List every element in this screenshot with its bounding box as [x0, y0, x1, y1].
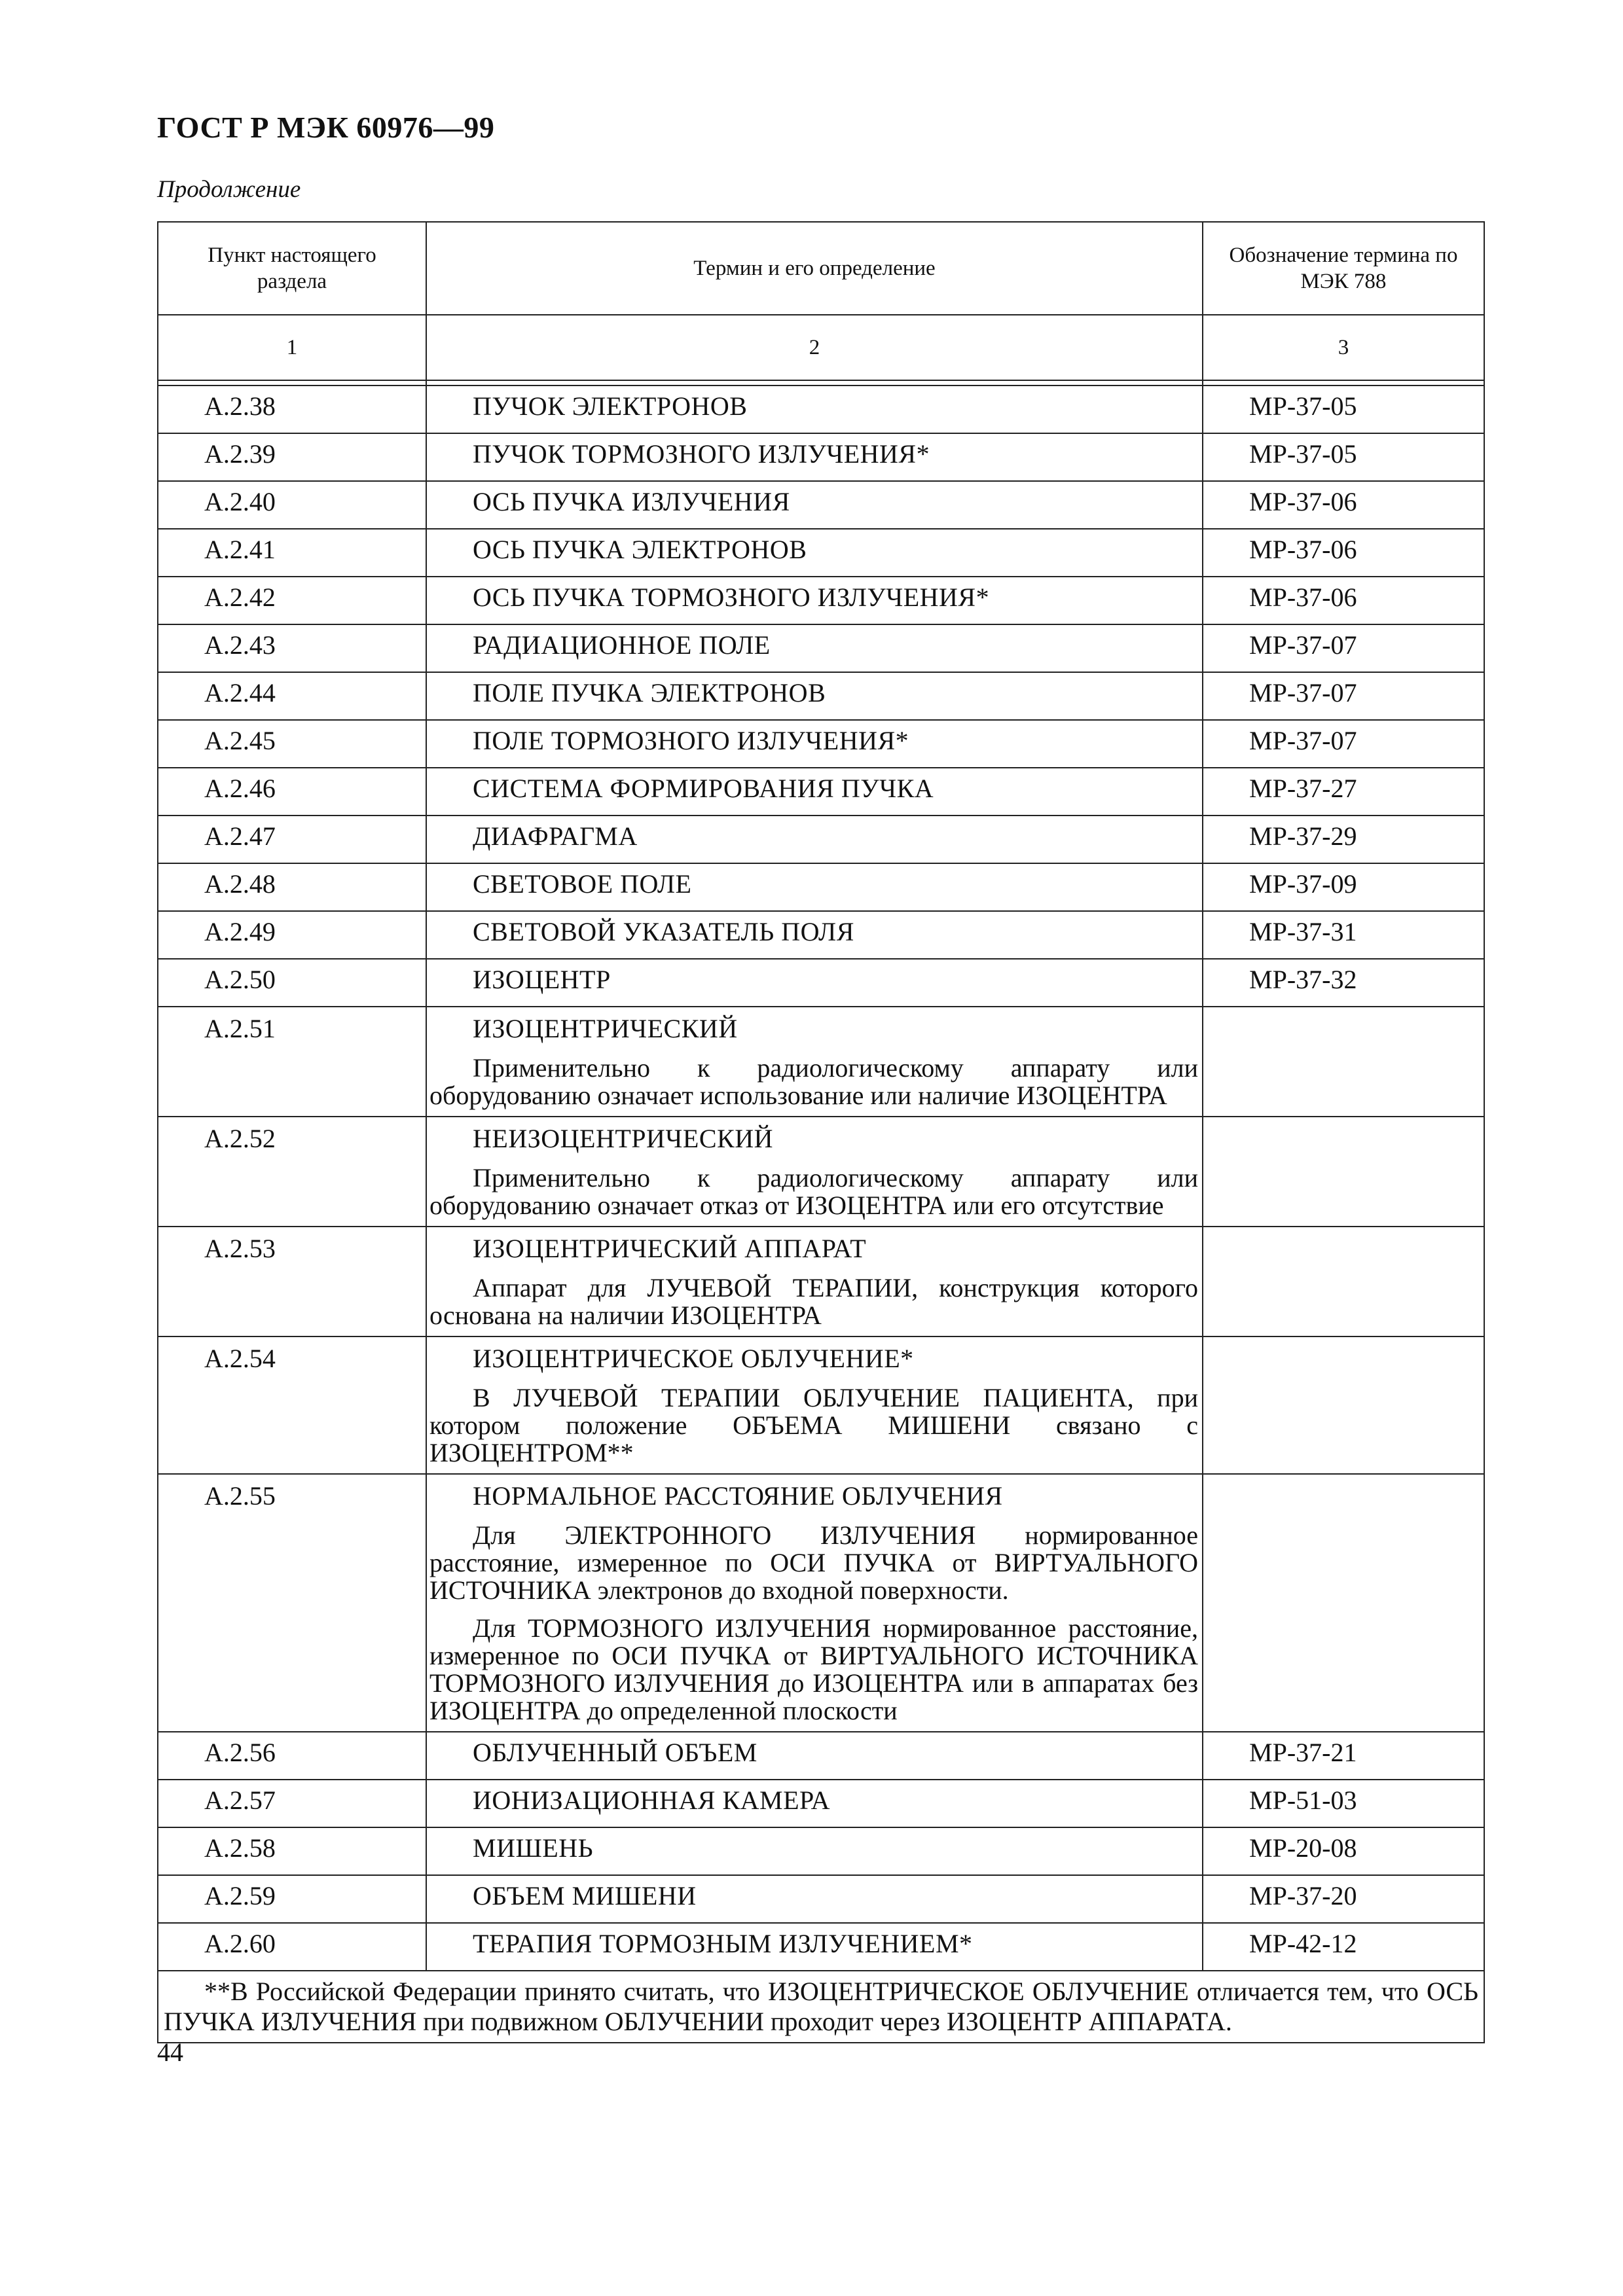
term-cell	[426, 529, 1203, 577]
term-name: ПОЛЕ ТОРМОЗНОГО ИЗЛУЧЕНИЯ*	[473, 726, 909, 755]
term-name: ПУЧОК ЭЛЕКТРОНОВ	[473, 391, 748, 421]
term-definition: В ЛУЧЕВОЙ ТЕРАПИИ ОБЛУЧЕНИЕ ПАЦИЕНТА, при котором положение ОБЪЕМА МИШЕНИ связано с ИЗОЦЕНТРОМ**	[429, 1383, 1198, 1467]
term-definition: Аппарат для ЛУЧЕВОЙ ТЕРАПИИ, конструкция которого основана на наличии ИЗОЦЕНТРА	[429, 1273, 1198, 1330]
table-row	[158, 1780, 1484, 1827]
term-name: ИЗОЦЕНТРИЧЕСКИЙ	[473, 1014, 738, 1043]
column-number: 2	[426, 315, 1203, 380]
footnote-cell	[158, 1971, 1484, 2043]
table-row	[158, 720, 1484, 768]
page-number: 44	[157, 2037, 183, 2067]
term-name: ОСЬ ПУЧКА ТОРМОЗНОГО ИЗЛУЧЕНИЯ*	[473, 583, 990, 612]
item-number-cell: А.2.59	[158, 1875, 426, 1923]
iec-code-cell	[1203, 1336, 1484, 1474]
term-cell	[426, 1007, 1203, 1117]
term-cell	[426, 1474, 1203, 1732]
item-number-cell: А.2.52	[158, 1117, 426, 1227]
column-header-item: Пункт настоящего раздела	[158, 222, 426, 315]
term-cell	[426, 1875, 1203, 1923]
column-number: 3	[1203, 315, 1484, 380]
item-number-cell: А.2.53	[158, 1227, 426, 1336]
term-name: ИЗОЦЕНТРИЧЕСКОЕ ОБЛУЧЕНИЕ*	[473, 1344, 914, 1373]
item-number-cell: А.2.45	[158, 720, 426, 768]
table-row	[158, 481, 1484, 529]
table-row	[158, 768, 1484, 816]
iec-code-cell: МР-37-07	[1203, 672, 1484, 720]
table-row	[158, 386, 1484, 433]
term-name: СВЕТОВОЕ ПОЛЕ	[473, 869, 692, 899]
term-definition: Для ЭЛЕКТРОННОГО ИЗЛУЧЕНИЯ нормированное расстояние, измеренное по ОСИ ПУЧКА от ВИРТУАЛЬНОГО ИСТОЧНИКА электронов до входной поверхности.	[429, 1520, 1198, 1605]
header-separator	[158, 380, 1484, 386]
column-numbers-row	[158, 315, 1484, 380]
term-name: ПОЛЕ ПУЧКА ЭЛЕКТРОНОВ	[473, 678, 826, 708]
iec-code-cell: МР-37-05	[1203, 433, 1484, 481]
item-number-cell: А.2.43	[158, 624, 426, 672]
term-name: ОБЛУЧЕННЫЙ ОБЪЕМ	[473, 1738, 757, 1767]
term-cell	[426, 481, 1203, 529]
table-row	[158, 1732, 1484, 1780]
term-cell	[426, 1117, 1203, 1227]
table-row	[158, 816, 1484, 863]
item-number-cell: А.2.56	[158, 1732, 426, 1780]
term-name: ИЗОЦЕНТРИЧЕСКИЙ АППАРАТ	[473, 1234, 867, 1263]
column-number: 1	[158, 315, 426, 380]
term-name: ПУЧОК ТОРМОЗНОГО ИЗЛУЧЕНИЯ*	[473, 439, 930, 469]
table-row	[158, 1875, 1484, 1923]
table-row	[158, 1117, 1484, 1227]
item-number-cell: А.2.57	[158, 1780, 426, 1827]
iec-code-cell	[1203, 1117, 1484, 1227]
term-name: ОБЪЕМ МИШЕНИ	[473, 1881, 697, 1910]
iec-code-cell: МР-37-31	[1203, 911, 1484, 959]
term-cell	[426, 816, 1203, 863]
table-row	[158, 959, 1484, 1007]
iec-code-cell	[1203, 1474, 1484, 1732]
continuation-label: Продолжение	[157, 176, 301, 203]
item-number-cell: А.2.40	[158, 481, 426, 529]
term-cell	[426, 1780, 1203, 1827]
term-cell	[426, 1923, 1203, 1971]
term-name: МИШЕНЬ	[473, 1833, 594, 1863]
item-number-cell: А.2.38	[158, 386, 426, 433]
term-name: НЕИЗОЦЕНТРИЧЕСКИЙ	[473, 1124, 773, 1153]
iec-code-cell: МР-37-09	[1203, 863, 1484, 911]
term-name: РАДИАЦИОННОЕ ПОЛЕ	[473, 630, 771, 660]
item-number-cell: А.2.44	[158, 672, 426, 720]
terms-table	[157, 221, 1485, 2043]
iec-code-cell: МР-37-05	[1203, 386, 1484, 433]
term-cell	[426, 672, 1203, 720]
table-row	[158, 1336, 1484, 1474]
item-number-cell: А.2.49	[158, 911, 426, 959]
item-number-cell: А.2.51	[158, 1007, 426, 1117]
iec-code-cell: МР-37-07	[1203, 624, 1484, 672]
term-name: ОСЬ ПУЧКА ЭЛЕКТРОНОВ	[473, 535, 807, 564]
item-number-cell: А.2.46	[158, 768, 426, 816]
term-cell	[426, 1227, 1203, 1336]
footnote-row	[158, 1971, 1484, 2043]
table-row	[158, 1827, 1484, 1875]
table-row	[158, 1923, 1484, 1971]
item-number-cell: А.2.58	[158, 1827, 426, 1875]
term-name: ДИАФРАГМА	[473, 821, 638, 851]
table-row	[158, 529, 1484, 577]
iec-code-cell	[1203, 1007, 1484, 1117]
iec-code-cell: МР-51-03	[1203, 1780, 1484, 1827]
table-body	[158, 386, 1484, 1971]
item-number-cell: А.2.39	[158, 433, 426, 481]
table-row	[158, 624, 1484, 672]
item-number-cell: А.2.47	[158, 816, 426, 863]
iec-code-cell: МР-37-27	[1203, 768, 1484, 816]
iec-code-cell: МР-20-08	[1203, 1827, 1484, 1875]
table-row	[158, 863, 1484, 911]
item-number-cell: А.2.55	[158, 1474, 426, 1732]
term-name: СВЕТОВОЙ УКАЗАТЕЛЬ ПОЛЯ	[473, 917, 854, 946]
item-number-cell: А.2.42	[158, 577, 426, 624]
table-row	[158, 433, 1484, 481]
iec-code-cell: МР-42-12	[1203, 1923, 1484, 1971]
term-name: ИОНИЗАЦИОННАЯ КАМЕРА	[473, 1785, 831, 1815]
term-cell	[426, 959, 1203, 1007]
term-cell	[426, 624, 1203, 672]
table-header-row	[158, 222, 1484, 315]
iec-code-cell: МР-37-20	[1203, 1875, 1484, 1923]
term-definition: Для ТОРМОЗНОГО ИЗЛУЧЕНИЯ нормированное расстояние, измеренное по ОСИ ПУЧКА от ВИРТУАЛЬНОГО ИСТОЧНИКА ТОРМОЗНОГО ИЗЛУЧЕНИЯ до ИЗОЦЕНТРА или в аппаратах без ИЗОЦЕНТРА до определенной плоскости	[429, 1613, 1198, 1725]
table-row	[158, 577, 1484, 624]
iec-code-cell: МР-37-06	[1203, 481, 1484, 529]
column-header-code: Обозначение термина по МЭК 788	[1203, 222, 1484, 315]
term-name: ТЕРАПИЯ ТОРМОЗНЫМ ИЗЛУЧЕНИЕМ*	[473, 1929, 973, 1958]
table-row	[158, 1227, 1484, 1336]
term-cell	[426, 1732, 1203, 1780]
document-header: ГОСТ Р МЭК 60976—99	[157, 111, 495, 144]
iec-code-cell: МР-37-29	[1203, 816, 1484, 863]
item-number-cell: А.2.60	[158, 1923, 426, 1971]
iec-code-cell: МР-37-07	[1203, 720, 1484, 768]
table-row	[158, 911, 1484, 959]
term-name: ОСЬ ПУЧКА ИЗЛУЧЕНИЯ	[473, 487, 790, 516]
term-cell	[426, 577, 1203, 624]
item-number-cell: А.2.41	[158, 529, 426, 577]
item-number-cell: А.2.54	[158, 1336, 426, 1474]
term-cell	[426, 720, 1203, 768]
term-cell	[426, 911, 1203, 959]
term-definition: Применительно к радиологическому аппарату или оборудованию означает использование или наличие ИЗОЦЕНТРА	[429, 1053, 1198, 1110]
term-cell	[426, 1827, 1203, 1875]
iec-code-cell	[1203, 1227, 1484, 1336]
term-cell	[426, 1336, 1203, 1474]
iec-code-cell: МР-37-32	[1203, 959, 1484, 1007]
term-name: ИЗОЦЕНТР	[473, 965, 611, 994]
item-number-cell: А.2.48	[158, 863, 426, 911]
term-cell	[426, 386, 1203, 433]
table-row	[158, 672, 1484, 720]
term-definition: Применительно к радиологическому аппарату или оборудованию означает отказ от ИЗОЦЕНТРА или его отсутствие	[429, 1163, 1198, 1220]
table-row	[158, 1474, 1484, 1732]
term-cell	[426, 768, 1203, 816]
term-name: НОРМАЛЬНОЕ РАССТОЯНИЕ ОБЛУЧЕНИЯ	[473, 1481, 1003, 1511]
iec-code-cell: МР-37-06	[1203, 529, 1484, 577]
iec-code-cell: МР-37-21	[1203, 1732, 1484, 1780]
item-number-cell: А.2.50	[158, 959, 426, 1007]
iec-code-cell: МР-37-06	[1203, 577, 1484, 624]
term-cell	[426, 433, 1203, 481]
footnote-text: **В Российской Федерации принято считать, что ИЗОЦЕНТРИЧЕСКОЕ ОБЛУЧЕНИЕ отличается тем, что ОСЬ ПУЧКА ИЗЛУЧЕНИЯ при подвижном ОБЛУЧЕНИИ проходит через ИЗОЦЕНТР АППАРАТА.	[164, 1977, 1478, 2036]
term-cell	[426, 863, 1203, 911]
table-row	[158, 1007, 1484, 1117]
column-header-term: Термин и его определение	[426, 222, 1203, 315]
term-name: СИСТЕМА ФОРМИРОВАНИЯ ПУЧКА	[473, 774, 934, 803]
